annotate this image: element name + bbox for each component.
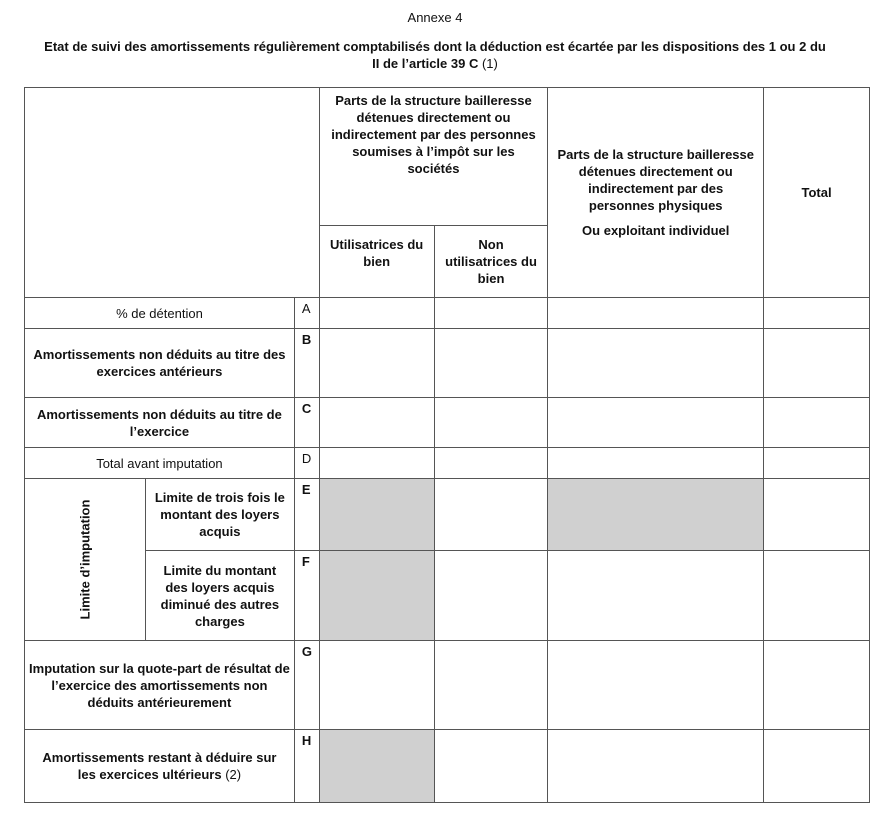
title-text: Etat de suivi des amortissements régulièrement comptabilisés dont la déduction est écartée par les dispositions des 1 ou 2 du II de l’article 39 C (44, 39, 826, 71)
table-row (25, 398, 870, 448)
cell-a-is-users (319, 298, 434, 329)
cell-e-physical-shaded (548, 479, 764, 551)
document-title (40, 38, 830, 72)
title-note: (1) (481, 56, 498, 71)
row-label-g (25, 641, 295, 730)
table-row (25, 730, 870, 803)
cell-h-total (764, 730, 870, 803)
cell-c-total (764, 398, 870, 448)
row-label-c (25, 398, 295, 448)
cell-c-is-users (319, 398, 434, 448)
header-is-group (319, 88, 548, 226)
cell-g-total (764, 641, 870, 730)
row-label-c-text: Amortissements non déduits au titre de l’exercice (36, 406, 282, 439)
header-is-users (319, 226, 434, 298)
row-label-f (145, 551, 294, 641)
cell-g-physical (548, 641, 764, 730)
limit-group-label-text: Limite d’imputation (77, 499, 93, 620)
row-letter-d: D (294, 448, 319, 479)
cell-g-is-users (319, 641, 434, 730)
row-label-b-text: Amortissements non déduits au titre des exercices antérieurs (33, 347, 286, 379)
cell-d-physical (548, 448, 764, 479)
cell-h-is-users-shaded (319, 730, 434, 803)
cell-h-is-non-users (434, 730, 548, 803)
cell-f-is-non-users (434, 551, 548, 641)
cell-b-total (764, 329, 870, 398)
row-letter-a: A (294, 298, 319, 329)
cell-e-is-users-shaded (319, 479, 434, 551)
header-physical-or: Ou exploitant individuel (582, 223, 730, 238)
cell-c-physical (548, 398, 764, 448)
cell-h-physical (548, 730, 764, 803)
header-total (764, 88, 870, 298)
cell-f-total (764, 551, 870, 641)
table-row (25, 298, 870, 329)
table-row (25, 551, 870, 641)
row-label-h (25, 730, 295, 803)
cell-a-physical (548, 298, 764, 329)
row-letter-c: C (294, 398, 319, 448)
cell-d-total (764, 448, 870, 479)
cell-d-is-users (319, 448, 434, 479)
row-letter-e: E (294, 479, 319, 551)
row-label-b (25, 329, 295, 398)
cell-a-total (764, 298, 870, 329)
header-total-text: Total (801, 185, 832, 200)
table-row (25, 448, 870, 479)
row-label-h-text: Amortissements restant à déduire sur les exercices ultérieurs (42, 750, 277, 782)
table-row (25, 479, 870, 551)
limit-group-label (25, 479, 146, 641)
cell-f-is-users-shaded (319, 551, 434, 641)
header-empty-cell (25, 88, 320, 298)
header-physical (548, 88, 764, 298)
row-label-g-text: Imputation sur la quote-part de résultat de l’exercice des amortissements non déduits antérieurement (29, 660, 290, 710)
annexe-label: Annexe 4 (407, 10, 463, 25)
row-letter-f: F (294, 551, 319, 641)
amortization-table (24, 87, 870, 803)
table-row (25, 329, 870, 398)
header-is-users-text: Utilisatrices du bien (330, 237, 424, 269)
row-label-a: % de détention (25, 298, 295, 329)
header-is-non-users (434, 226, 548, 298)
cell-g-is-non-users (434, 641, 548, 730)
cell-b-is-non-users (434, 329, 548, 398)
cell-a-is-non-users (434, 298, 548, 329)
row-label-h-note: (2) (225, 767, 242, 782)
row-label-e (145, 479, 294, 551)
header-is-group-text: Parts de la structure bailleresse détenues directement ou indirectement par des personnes soumises à l’impôt sur les sociétés (331, 93, 536, 176)
row-letter-g: G (294, 641, 319, 730)
row-label-e-text: Limite de trois fois le montant des loyers acquis (154, 490, 285, 539)
cell-b-physical (548, 329, 764, 398)
cell-d-is-non-users (434, 448, 548, 479)
header-physical-text: Parts de la structure bailleresse détenues directement ou indirectement par des personnes physiques (557, 147, 754, 213)
row-label-f-text: Limite du montant des loyers acquis diminué des autres charges (160, 562, 280, 629)
row-label-d: Total avant imputation (25, 448, 295, 479)
cell-f-physical (548, 551, 764, 641)
table-row (25, 641, 870, 730)
cell-b-is-users (319, 329, 434, 398)
cell-c-is-non-users (434, 398, 548, 448)
row-letter-b: B (294, 329, 319, 398)
row-letter-h: H (294, 730, 319, 803)
cell-e-total (764, 479, 870, 551)
header-is-non-users-text: Non utilisatrices du bien (445, 237, 537, 286)
cell-e-is-non-users (434, 479, 548, 551)
